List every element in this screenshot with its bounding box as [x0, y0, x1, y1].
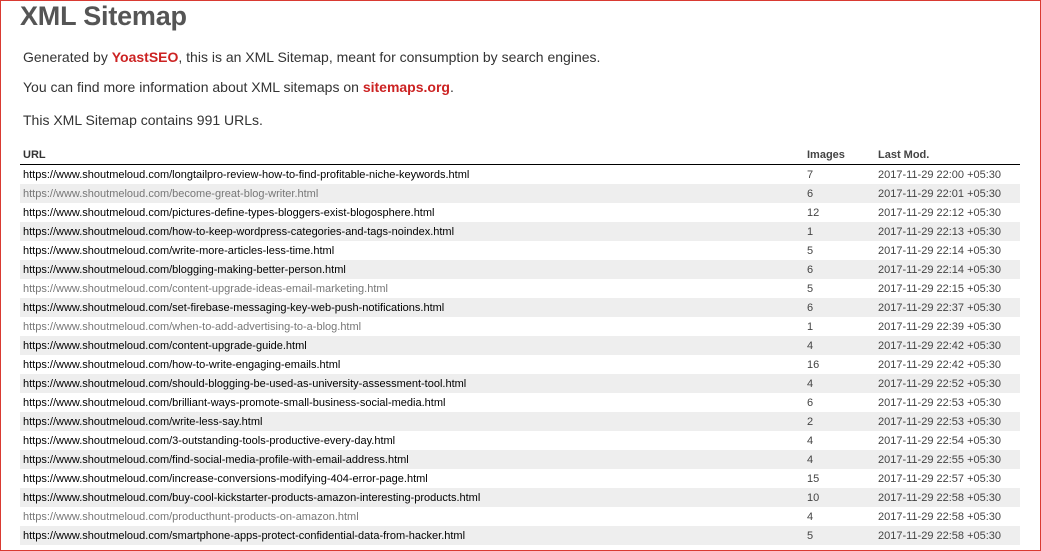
url-link[interactable]: https://www.shoutmeloud.com/producthunt-products-on-amazon.html [23, 510, 359, 523]
images-cell: 1 [807, 320, 814, 333]
url-link[interactable]: https://www.shoutmeloud.com/buy-cool-kickstarter-products-amazon-interesting-products.html [23, 491, 481, 504]
lastmod-cell: 2017-11-29 22:53 +05:30 [878, 415, 1002, 428]
lastmod-cell: 2017-11-29 22:58 +05:30 [878, 491, 1002, 504]
url-cell [20, 393, 804, 412]
table-row [20, 203, 1020, 222]
table-row [20, 393, 1020, 412]
images-cell: 4 [807, 434, 814, 447]
table-row [20, 374, 1020, 393]
lastmod-cell: 2017-11-29 22:39 +05:30 [878, 320, 1002, 333]
images-cell: 5 [807, 529, 814, 542]
url-cell [20, 279, 804, 298]
lastmod-cell: 2017-11-29 22:14 +05:30 [878, 263, 1002, 276]
images-cell: 4 [807, 453, 814, 466]
url-link[interactable]: https://www.shoutmeloud.com/increase-conversions-modifying-404-error-page.html [23, 472, 428, 485]
images-cell: 6 [807, 301, 814, 314]
url-cell [20, 260, 804, 279]
url-link[interactable]: https://www.shoutmeloud.com/when-to-add-advertising-to-a-blog.html [23, 320, 362, 333]
table-row [20, 488, 1020, 507]
url-link[interactable]: https://www.shoutmeloud.com/should-blogging-be-used-as-university-assessment-tool.html [23, 377, 467, 390]
images-cell: 4 [807, 339, 814, 352]
url-link[interactable]: https://www.shoutmeloud.com/smartphone-apps-protect-confidential-data-from-hacker.html [23, 529, 466, 542]
table-row [20, 431, 1020, 450]
url-cell [20, 488, 804, 507]
images-cell: 7 [807, 168, 814, 181]
url-cell [20, 203, 804, 222]
table-row [20, 450, 1020, 469]
url-link[interactable]: https://www.shoutmeloud.com/set-firebase-messaging-key-web-push-notifications.html [23, 301, 445, 314]
url-link[interactable]: https://www.shoutmeloud.com/content-upgrade-guide.html [23, 339, 307, 352]
table-header-row [20, 146, 1020, 165]
url-link[interactable]: https://www.shoutmeloud.com/find-social-media-profile-with-email-address.html [23, 453, 409, 466]
images-cell: 12 [807, 206, 820, 219]
images-cell: 2 [807, 415, 814, 428]
intro-text: You can find more information about XML sitemaps on [23, 79, 363, 95]
url-link[interactable]: https://www.shoutmeloud.com/write-more-articles-less-time.html [23, 244, 335, 257]
images-cell: 5 [807, 244, 814, 257]
lastmod-cell: 2017-11-29 22:42 +05:30 [878, 339, 1002, 352]
table-row [20, 165, 1020, 185]
url-cell [20, 526, 804, 545]
lastmod-cell: 2017-11-29 22:00 +05:30 [878, 168, 1002, 181]
url-link[interactable]: https://www.shoutmeloud.com/content-upgrade-ideas-email-marketing.html [23, 282, 388, 295]
table-row [20, 260, 1020, 279]
table-row [20, 336, 1020, 355]
url-cell [20, 336, 804, 355]
intro-text: , this is an XML Sitemap, meant for consumption by search engines. [178, 49, 601, 65]
table-row [20, 355, 1020, 374]
url-link[interactable]: https://www.shoutmeloud.com/write-less-say.html [23, 415, 263, 428]
sitemaps-org-link[interactable]: sitemaps.org [362, 79, 450, 95]
url-link[interactable]: https://www.shoutmeloud.com/longtailpro-review-how-to-find-profitable-niche-keywords.html [23, 168, 470, 181]
table-row [20, 469, 1020, 488]
images-cell: 1 [807, 225, 814, 238]
images-cell: 6 [807, 187, 814, 200]
url-cell [20, 374, 804, 393]
images-cell: 4 [807, 377, 814, 390]
lastmod-cell: 2017-11-29 22:01 +05:30 [878, 187, 1002, 200]
column-header-url: URL [20, 146, 804, 165]
url-link[interactable]: https://www.shoutmeloud.com/brilliant-ways-promote-small-business-social-media.html [23, 396, 446, 409]
url-cell [20, 298, 804, 317]
url-link[interactable]: https://www.shoutmeloud.com/how-to-keep-wordpress-categories-and-tags-noindex.html [23, 225, 455, 238]
url-link[interactable]: https://www.shoutmeloud.com/pictures-define-types-bloggers-exist-blogosphere.html [23, 206, 435, 219]
url-cell [20, 469, 804, 488]
url-cell [20, 317, 804, 336]
table-row [20, 222, 1020, 241]
table-row [20, 526, 1020, 545]
lastmod-cell: 2017-11-29 22:13 +05:30 [878, 225, 1002, 238]
lastmod-cell: 2017-11-29 22:42 +05:30 [878, 358, 1002, 371]
lastmod-cell: 2017-11-29 22:55 +05:30 [878, 453, 1002, 466]
lastmod-cell: 2017-11-29 22:12 +05:30 [878, 206, 1002, 219]
url-cell [20, 431, 804, 450]
table-row [20, 298, 1020, 317]
url-count-text: This XML Sitemap contains 991 URLs. [23, 112, 263, 128]
url-cell [20, 241, 804, 260]
intro-text: Generated by [23, 49, 112, 65]
url-cell [20, 450, 804, 469]
lastmod-cell: 2017-11-29 22:53 +05:30 [878, 396, 1002, 409]
url-cell [20, 355, 804, 374]
table-row [20, 317, 1020, 336]
lastmod-cell: 2017-11-29 22:57 +05:30 [878, 472, 1002, 485]
lastmod-cell: 2017-11-29 22:58 +05:30 [878, 529, 1002, 542]
intro-text: . [449, 79, 454, 95]
images-cell: 10 [807, 491, 820, 504]
images-cell: 6 [807, 263, 814, 276]
column-header-lastmod: Last Mod. [875, 146, 1020, 165]
images-cell: 15 [807, 472, 820, 485]
table-row [20, 279, 1020, 298]
table-row [20, 412, 1020, 431]
images-cell: 4 [807, 510, 814, 523]
page-title: XML Sitemap [20, 1, 187, 31]
lastmod-cell: 2017-11-29 22:54 +05:30 [878, 434, 1002, 447]
table-row [20, 184, 1020, 203]
url-cell [20, 184, 804, 203]
url-cell [20, 507, 804, 526]
intro-generated-by [23, 49, 600, 65]
url-cell [20, 412, 804, 431]
sitemap-rows [20, 165, 1020, 546]
images-cell: 5 [807, 282, 814, 295]
lastmod-cell: 2017-11-29 22:52 +05:30 [878, 377, 1002, 390]
lastmod-cell: 2017-11-29 22:15 +05:30 [878, 282, 1002, 295]
url-link[interactable]: https://www.shoutmeloud.com/blogging-making-better-person.html [23, 263, 346, 276]
images-cell: 16 [807, 358, 820, 371]
lastmod-cell: 2017-11-29 22:14 +05:30 [878, 244, 1002, 257]
lastmod-cell: 2017-11-29 22:58 +05:30 [878, 510, 1002, 523]
sitemap-table [20, 146, 1020, 545]
url-cell [20, 165, 804, 185]
yoastseo-link[interactable]: YoastSEO [111, 49, 179, 65]
url-link[interactable]: https://www.shoutmeloud.com/become-great-blog-writer.html [23, 187, 319, 200]
url-cell [20, 222, 804, 241]
column-header-images: Images [804, 146, 875, 165]
intro-more-info [23, 79, 454, 95]
images-cell: 6 [807, 396, 814, 409]
url-link[interactable]: https://www.shoutmeloud.com/how-to-write-engaging-emails.html [23, 358, 341, 371]
url-link[interactable]: https://www.shoutmeloud.com/3-outstanding-tools-productive-every-day.html [23, 434, 396, 447]
table-row [20, 507, 1020, 526]
lastmod-cell: 2017-11-29 22:37 +05:30 [878, 301, 1002, 314]
table-row [20, 241, 1020, 260]
